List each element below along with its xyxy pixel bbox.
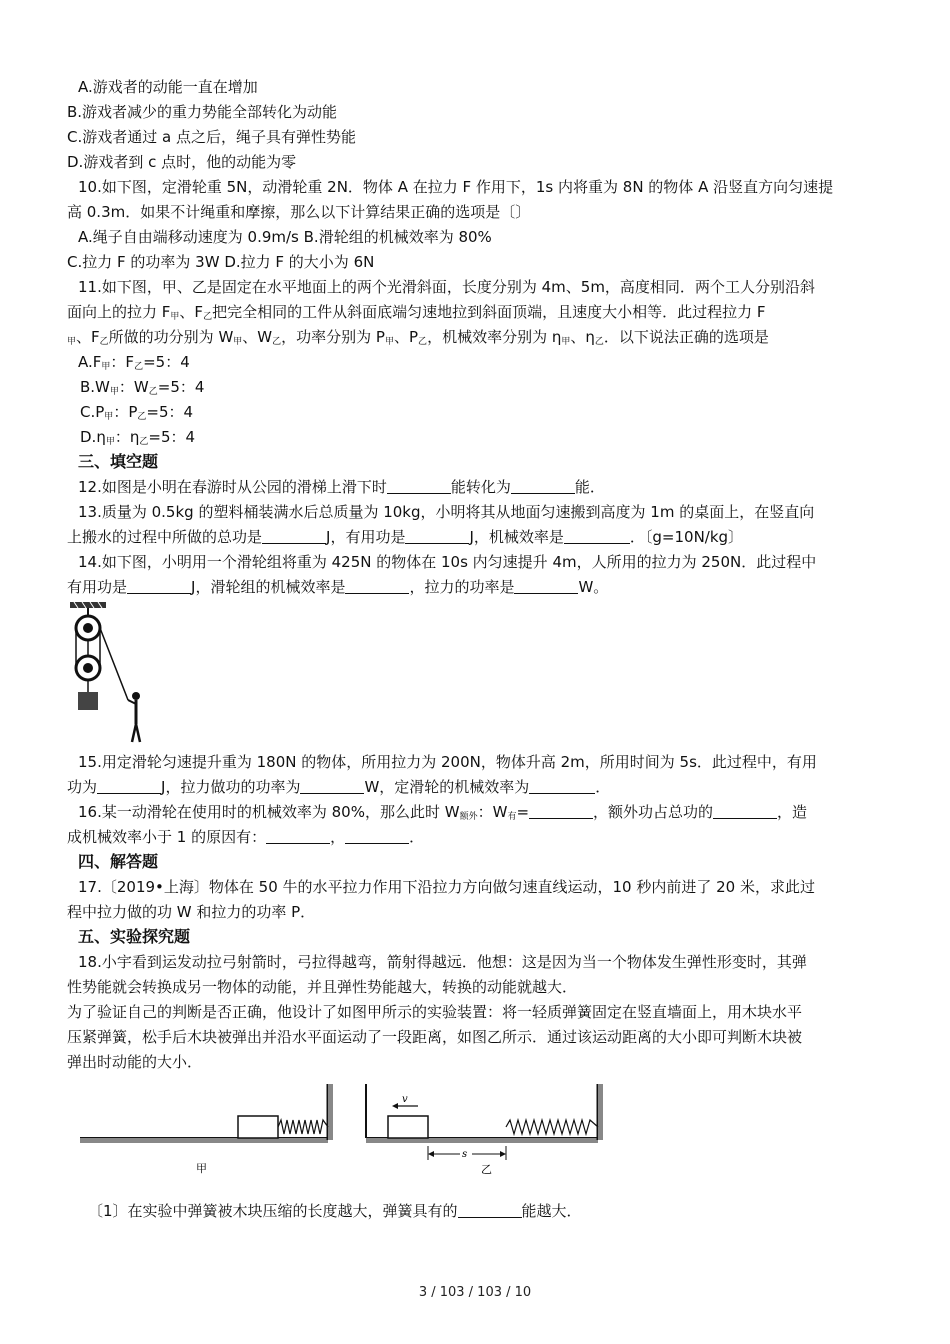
answer-blank[interactable]	[514, 579, 578, 594]
text-run: ，造	[777, 803, 808, 821]
q11-text-2	[67, 302, 765, 327]
q11-option-a	[78, 352, 190, 377]
subscript: 甲	[109, 387, 119, 397]
section-heading-experiment: 五、实验探究题	[78, 927, 191, 946]
wood-block-left	[238, 1116, 278, 1138]
subscript: 甲	[170, 312, 180, 322]
subscript: 额外	[459, 812, 478, 822]
subscript: 乙	[418, 337, 428, 347]
q9-option-a: A.游戏者的动能一直在增加	[78, 78, 258, 96]
text-run: 、F	[76, 328, 100, 346]
q12-text	[78, 477, 605, 497]
text-run: =5：4	[157, 378, 205, 396]
subscript: 甲	[561, 337, 571, 347]
text-run: 能越大．	[521, 1202, 582, 1220]
text-run: =5：4	[146, 403, 194, 421]
figure-background	[66, 600, 156, 746]
subscript: 甲	[384, 337, 394, 347]
text-run: 、W	[242, 328, 273, 346]
text-run: 、P	[394, 328, 419, 346]
text-run: 上搬水的过程中所做的总功是	[67, 528, 263, 546]
answer-blank[interactable]	[529, 779, 595, 794]
load-block	[78, 692, 98, 710]
velocity-label: v	[402, 1094, 408, 1105]
answer-blank[interactable]	[387, 479, 451, 494]
q18-text: 18.小宇看到运发动拉弓射箭时，弓拉得越弯，箭射得越远．他想：这是因为当一个物体发生弹性形变时，其弹	[78, 953, 807, 971]
subscript: 乙	[272, 337, 282, 347]
q18-text-5: 弹出时动能的大小．	[67, 1053, 203, 1071]
answer-blank[interactable]	[300, 779, 364, 794]
text-run: ．以下说法正确的选项是	[603, 328, 769, 346]
q9-option-b: B.游戏者减少的重力势能全部转化为动能	[67, 103, 338, 121]
q15-text: 15.用定滑轮匀速提升重为 180N 的物体，所用拉力为 200N，物体升高 2m，所用时间为 5s．此过程中，有用	[78, 753, 817, 771]
q11-option-d	[80, 427, 195, 452]
text-run: ：W	[118, 378, 149, 396]
text-run: 12.如图是小明在春游时从公园的滑梯上滑下时	[78, 478, 387, 496]
section-heading-fill-blank: 三、填空题	[78, 452, 159, 471]
text-run: B.W	[80, 378, 110, 396]
subscript: 甲	[233, 337, 243, 347]
distance-label: s	[462, 1149, 468, 1160]
q14-text-cont	[67, 577, 608, 597]
text-run: ，机械效率分别为 η	[427, 328, 562, 346]
fixed-pulley-axle	[83, 623, 93, 633]
q13-text-cont	[67, 527, 743, 547]
text-run: J，机械效率是	[469, 528, 564, 546]
spring-compressed	[278, 1120, 328, 1134]
answer-blank[interactable]	[266, 829, 330, 844]
q16-text-cont	[67, 827, 424, 847]
text-run: 〔1〕在实验中弹簧被木块压缩的长度越大，弹簧具有的	[88, 1202, 458, 1220]
q10-text-cont: 高 0.3m．如果不计绳重和摩擦，那么以下计算结果正确的选项是〔〕	[67, 203, 531, 221]
text-run: 、η	[570, 328, 595, 346]
q10-options-cd: C.拉力 F 的功率为 3W D.拉力 F 的大小为 6N	[67, 253, 375, 271]
answer-blank[interactable]	[345, 579, 409, 594]
subscript: 乙	[148, 387, 158, 397]
text-run: 把完全相同的工件从斜面底端匀速地拉到斜面顶端，且速度大小相等．此过程拉力 F	[212, 303, 766, 321]
subscript: 乙	[137, 412, 147, 422]
q17-text: 17.〔2019•上海〕物体在 50 牛的水平拉力作用下沿拉力方向做匀速直线运动，10 秒内前进了 20 米，求此过	[78, 878, 815, 896]
q10-text: 10.如下图，定滑轮重 5N，动滑轮重 2N．物体 A 在拉力 F 作用下，1s 内将重为 8N 的物体 A 沿竖直方向匀速提	[78, 178, 834, 196]
text-run: J，滑轮组的机械效率是	[191, 578, 346, 596]
q18-text-4: 压紧弹簧，松手后木块被弹出并沿水平面运动了一段距离，如图乙所示．通过该运动距离的大小即可判断木块被	[67, 1028, 803, 1046]
text-run: ．〔g=10N/kg〕	[629, 528, 744, 546]
text-run: =5：4	[143, 353, 190, 371]
text-run: ．	[409, 828, 425, 846]
text-run: W，定滑轮的机械效率为	[364, 778, 530, 796]
answer-blank[interactable]	[564, 529, 630, 544]
text-run: ，额外功占总功的	[593, 803, 714, 821]
text-run: 能．	[574, 478, 605, 496]
spring-experiment-figure	[76, 1080, 616, 1190]
q18-subquestion-1	[88, 1201, 582, 1221]
q13-text: 13.质量为 0.5kg 的塑料桶装满水后总质量为 10kg，小明将其从地面匀速搬到高度为 1m 的桌面上，在竖直向	[78, 503, 815, 521]
q18-text-3: 为了验证自己的判断是否正确，他设计了如图甲所示的实验装置：将一轻质弹簧固定在竖直墙面上，用木块水平	[67, 1003, 803, 1021]
answer-blank[interactable]	[713, 804, 777, 819]
text-run: =	[516, 803, 530, 821]
q11-text: 11.如下图，甲、乙是固定在水平地面上的两个光滑斜面，长度分别为 4m、5m，高度相同．两个工人分别沿斜	[78, 278, 815, 296]
text-run: 16.某一动滑轮在使用时的机械效率为 80%，那么此时 W	[78, 803, 460, 821]
subscript: 甲	[67, 337, 77, 347]
q11-option-b	[80, 377, 204, 402]
text-run: ，功率分别为 P	[281, 328, 385, 346]
text-run: ，	[330, 828, 346, 846]
ground-hatch-left	[80, 1138, 328, 1143]
answer-blank[interactable]	[127, 579, 191, 594]
figure-label-right: 乙	[481, 1163, 492, 1176]
text-run: 所做的功分别为 W	[108, 328, 234, 346]
text-run: 能转化为	[450, 478, 511, 496]
answer-blank[interactable]	[97, 779, 161, 794]
text-run: ：η	[114, 428, 140, 446]
subscript: 乙	[134, 362, 144, 372]
page-footer: 3 / 103 / 103 / 10	[418, 1285, 532, 1300]
pulley-system-figure	[66, 600, 156, 746]
spring-relaxed	[506, 1120, 598, 1134]
q18-text-2: 性势能就会转换成另一物体的动能，并且弹性势能越大，转换的动能就越大．	[67, 978, 578, 996]
answer-blank[interactable]	[262, 529, 326, 544]
section-heading-solve: 四、解答题	[78, 852, 159, 871]
subscript: 甲	[101, 362, 111, 372]
subscript: 乙	[594, 337, 604, 347]
q10-options-ab: A.绳子自由端移动速度为 0.9m/s B.滑轮组的机械效率为 80%	[78, 228, 492, 246]
subscript: 甲	[105, 437, 115, 447]
text-run: 有用功是	[67, 578, 128, 596]
text-run: 面向上的拉力 F	[67, 303, 171, 321]
text-run: ，拉力的功率是	[409, 578, 515, 596]
text-run: J，有用功是	[326, 528, 406, 546]
text-run: ：F	[110, 353, 135, 371]
answer-blank[interactable]	[345, 829, 409, 844]
text-run: 、F	[179, 303, 204, 321]
q16-text	[78, 802, 807, 827]
text-run: D.η	[80, 428, 106, 446]
distance-arrowhead	[428, 1151, 434, 1157]
text-run: ：W	[477, 803, 508, 821]
text-run: A.F	[78, 353, 102, 371]
text-run: J，拉力做功的功率为	[161, 778, 301, 796]
text-run: 功为	[67, 778, 98, 796]
subscript: 乙	[139, 437, 149, 447]
subscript: 甲	[104, 412, 114, 422]
subscript: 乙	[203, 312, 213, 322]
q11-option-c	[80, 402, 193, 427]
q14-text: 14.如下图，小明用一个滑轮组将重为 425N 的物体在 10s 内匀速提升 4m，人所用的拉力为 250N．此过程中	[78, 553, 817, 571]
text-run: ．	[595, 778, 611, 796]
q17-text-cont: 程中拉力做的功 W 和拉力的功率 P．	[67, 903, 316, 921]
answer-blank[interactable]	[458, 1203, 522, 1218]
subscript: 乙	[99, 337, 109, 347]
answer-blank[interactable]	[405, 529, 469, 544]
subscript: 有	[507, 812, 517, 822]
q11-text-3	[67, 327, 769, 352]
text-run: C.P	[80, 403, 105, 421]
text-run: =5：4	[148, 428, 196, 446]
answer-blank[interactable]	[511, 479, 575, 494]
q15-text-cont	[67, 777, 610, 797]
q9-option-d: D.游戏者到 c 点时，他的动能为零	[67, 153, 297, 171]
wall-hatch-left	[328, 1084, 333, 1140]
velocity-arrowhead	[392, 1103, 398, 1109]
text-run: W。	[578, 578, 609, 596]
movable-pulley-axle	[83, 663, 93, 673]
q9-option-c: C.游戏者通过 a 点之后，绳子具有弹性势能	[67, 128, 356, 146]
answer-blank[interactable]	[529, 804, 593, 819]
wood-block-right	[388, 1116, 428, 1138]
text-run: ：P	[113, 403, 138, 421]
text-run: 成机械效率小于 1 的原因有：	[67, 828, 267, 846]
figure-label-left: 甲	[196, 1162, 207, 1175]
distance-arrowhead	[500, 1151, 506, 1157]
person-head	[132, 692, 140, 700]
wall-hatch-right	[598, 1084, 603, 1140]
